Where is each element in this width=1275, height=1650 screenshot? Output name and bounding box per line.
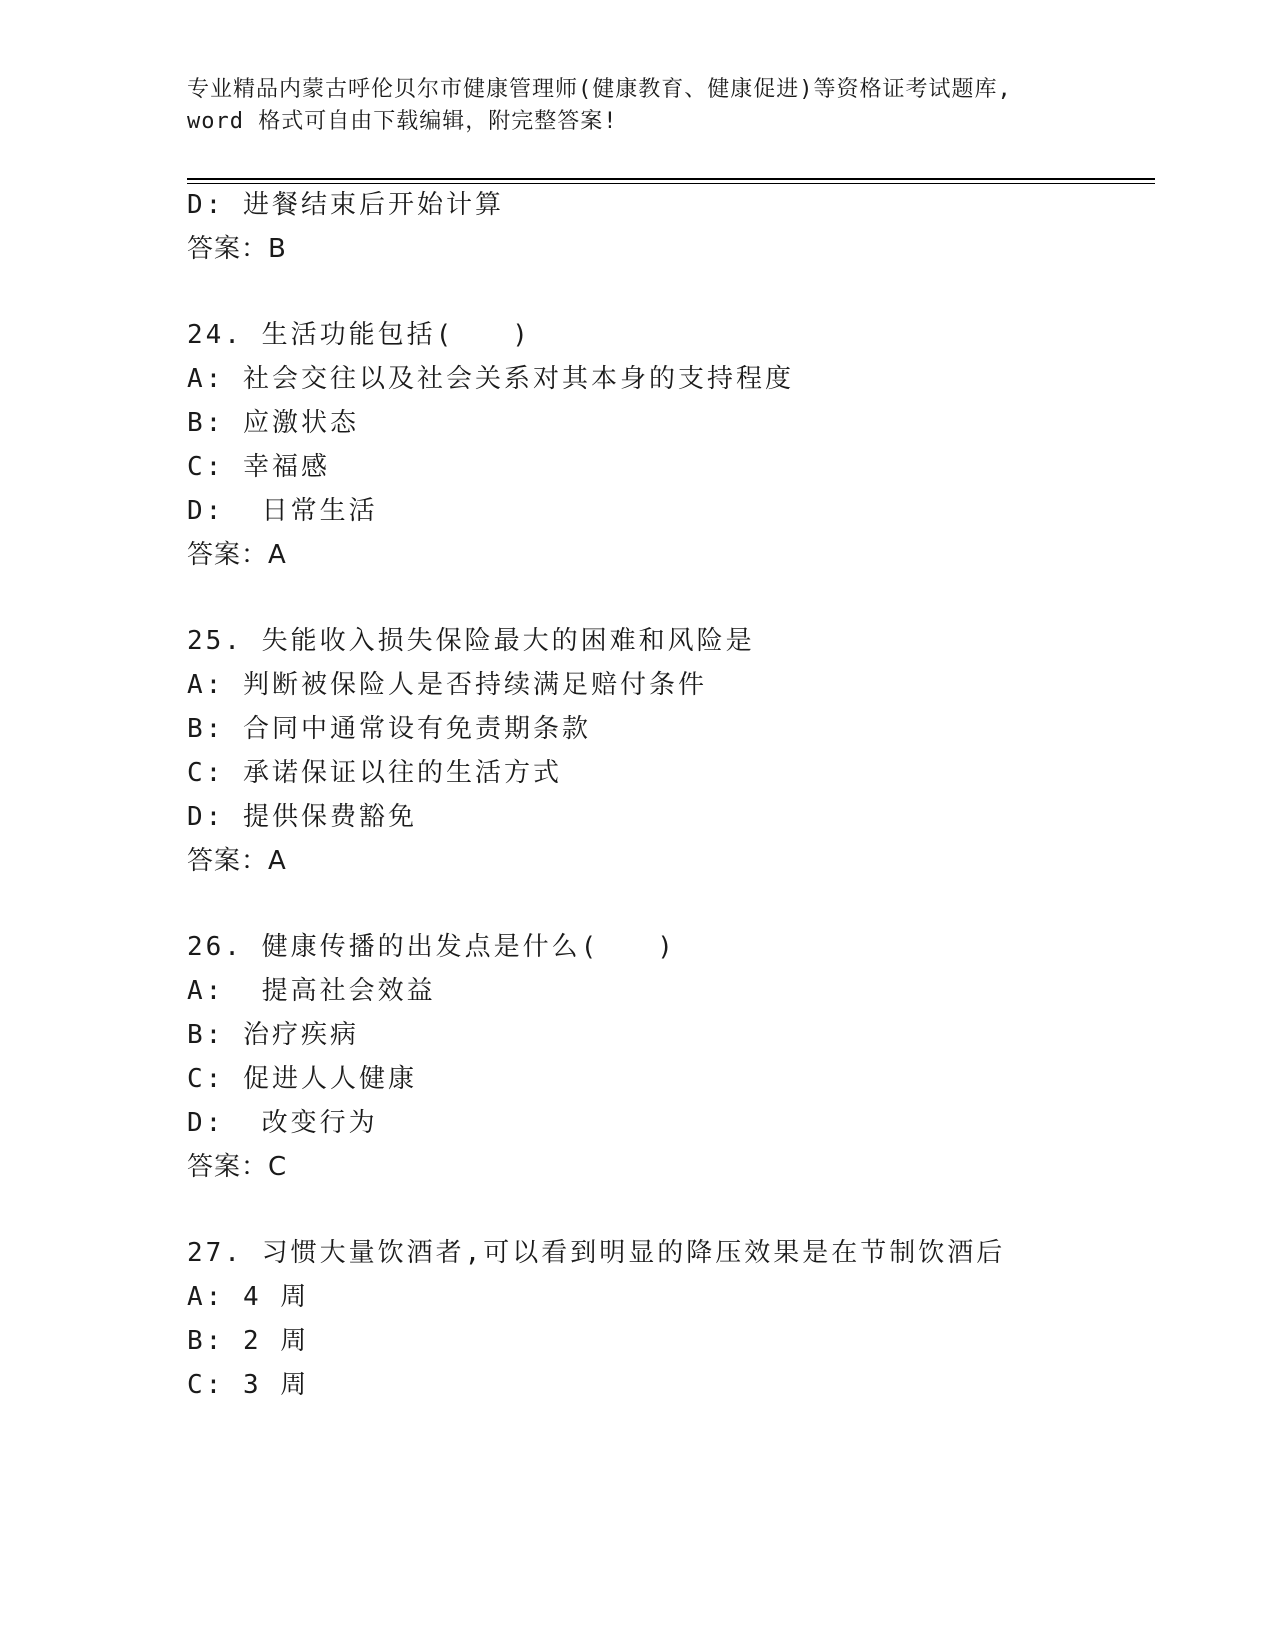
option-b-q25: B: 合同中通常设有免责期条款	[187, 714, 591, 744]
header-line-1: 专业精品内蒙古呼伦贝尔市健康管理师(健康教育、健康促进)等资格证考试题库,	[187, 77, 1012, 102]
answer-q26: 答案：C	[187, 1152, 288, 1182]
option-c-q24: C: 幸福感	[187, 452, 330, 482]
option-c-q27: C: 3 周	[187, 1370, 310, 1400]
option-a-q26: A: 提高社会效益	[187, 976, 436, 1006]
option-a-q25: A: 判断被保险人是否持续满足赔付条件	[187, 670, 707, 700]
question-25: 25. 失能收入损失保险最大的困难和风险是	[187, 626, 755, 656]
option-b-q24: B: 应激状态	[187, 408, 359, 438]
header-line-2: word 格式可自由下载编辑，附完整答案!	[187, 109, 618, 134]
answer-q24: 答案：A	[187, 540, 287, 570]
header-divider-thick	[187, 178, 1155, 180]
option-b-q27: B: 2 周	[187, 1326, 310, 1356]
option-d-q25: D: 提供保费豁免	[187, 802, 417, 832]
option-d-q23: D: 进餐结束后开始计算	[187, 190, 504, 220]
option-c-q25: C: 承诺保证以往的生活方式	[187, 758, 562, 788]
option-a-q24: A: 社会交往以及社会关系对其本身的支持程度	[187, 364, 794, 394]
answer-q25: 答案：A	[187, 846, 287, 876]
option-a-q27: A: 4 周	[187, 1282, 310, 1312]
document-header	[187, 74, 1087, 138]
option-c-q26: C: 促进人人健康	[187, 1064, 417, 1094]
question-24: 24. 生活功能包括( )	[187, 320, 531, 350]
header-divider-thin	[187, 183, 1155, 184]
option-d-q24: D: 日常生活	[187, 496, 378, 526]
option-b-q26: B: 治疗疾病	[187, 1020, 359, 1050]
answer-q23: 答案：B	[187, 234, 287, 264]
question-26: 26. 健康传播的出发点是什么( )	[187, 932, 676, 962]
option-d-q26: D: 改变行为	[187, 1108, 378, 1138]
question-27: 27. 习惯大量饮酒者,可以看到明显的降压效果是在节制饮酒后	[187, 1238, 1006, 1268]
